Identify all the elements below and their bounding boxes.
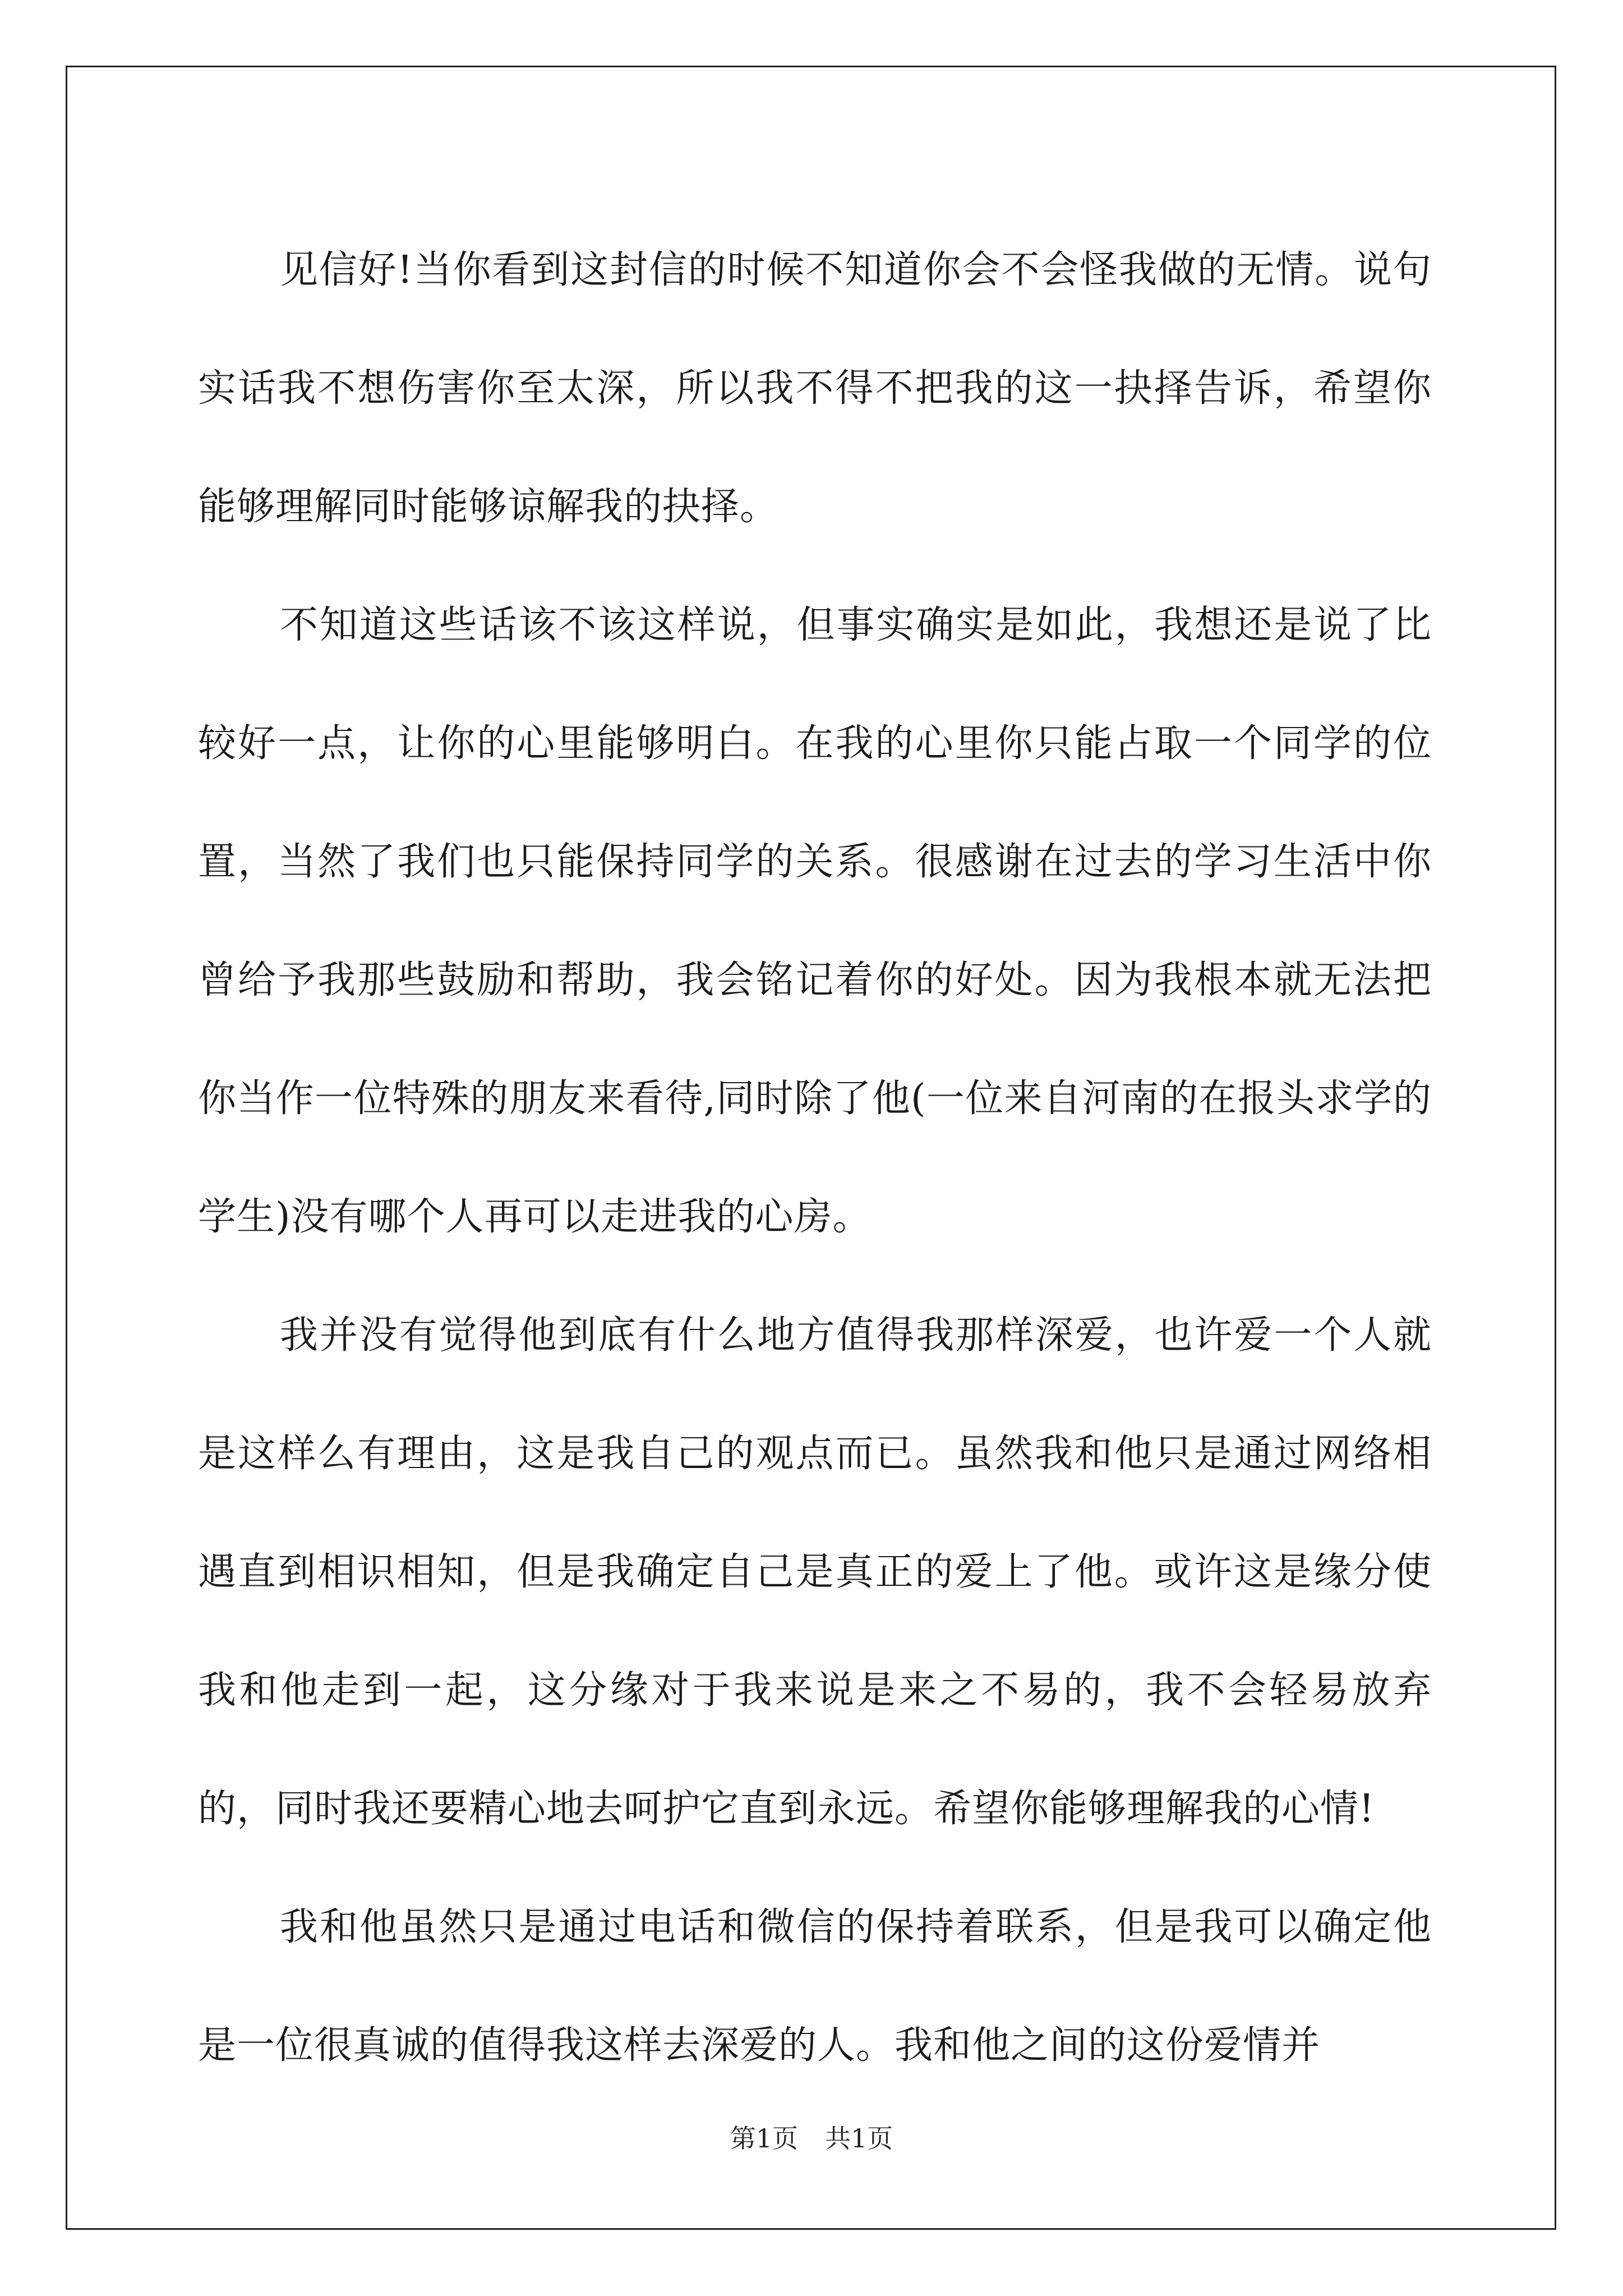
paragraph-1: 见信好!当你看到这封信的时候不知道你会不会怪我做的无情。说句实话我不想伤害你至太深，所以我不得不把我的这一抉择告诉，希望你能够理解同时能够谅解我的抉择。 bbox=[198, 248, 1432, 529]
paragraph-3: 我并没有觉得他到底有什么地方值得我那样深爱，也许爱一个人就是这样么有理由，这是我自己的观点而已。虽然我和他只是通过网络相遇直到相识相知，但是我确定自己是真正的爱上了他。或许这是缘分使我和他走到一起，这分缘对于我来说是来之不易的，我不会轻易放弃的，同时我还要精心地去呵护它直到永远。希望你能够理解我的心情! bbox=[198, 1313, 1432, 1831]
page-number-total: 共1页 bbox=[825, 2123, 893, 2154]
page-footer bbox=[0, 2122, 1623, 2155]
letter-body bbox=[198, 211, 1432, 2105]
paragraph-2: 不知道这些话该不该这样说，但事实确实是如此，我想还是说了比较好一点，让你的心里能够明白。在我的心里你只能占取一个同学的位置，当然了我们也只能保持同学的关系。很感谢在过去的学习生活中你曾给予我那些鼓励和帮助，我会铭记着你的好处。因为我根本就无法把你当作一位特殊的朋友来看待,同时除了他(一位来自河南的在报头求学的学生)没有哪个人再可以走进我的心房。 bbox=[198, 603, 1432, 1239]
page-number-current: 第1页 bbox=[730, 2123, 798, 2154]
paragraph-4: 我和他虽然只是通过电话和微信的保持着联系，但是我可以确定他是一位很真诚的值得我这样去深爱的人。我和他之间的这份爱情并 bbox=[198, 1905, 1432, 2068]
